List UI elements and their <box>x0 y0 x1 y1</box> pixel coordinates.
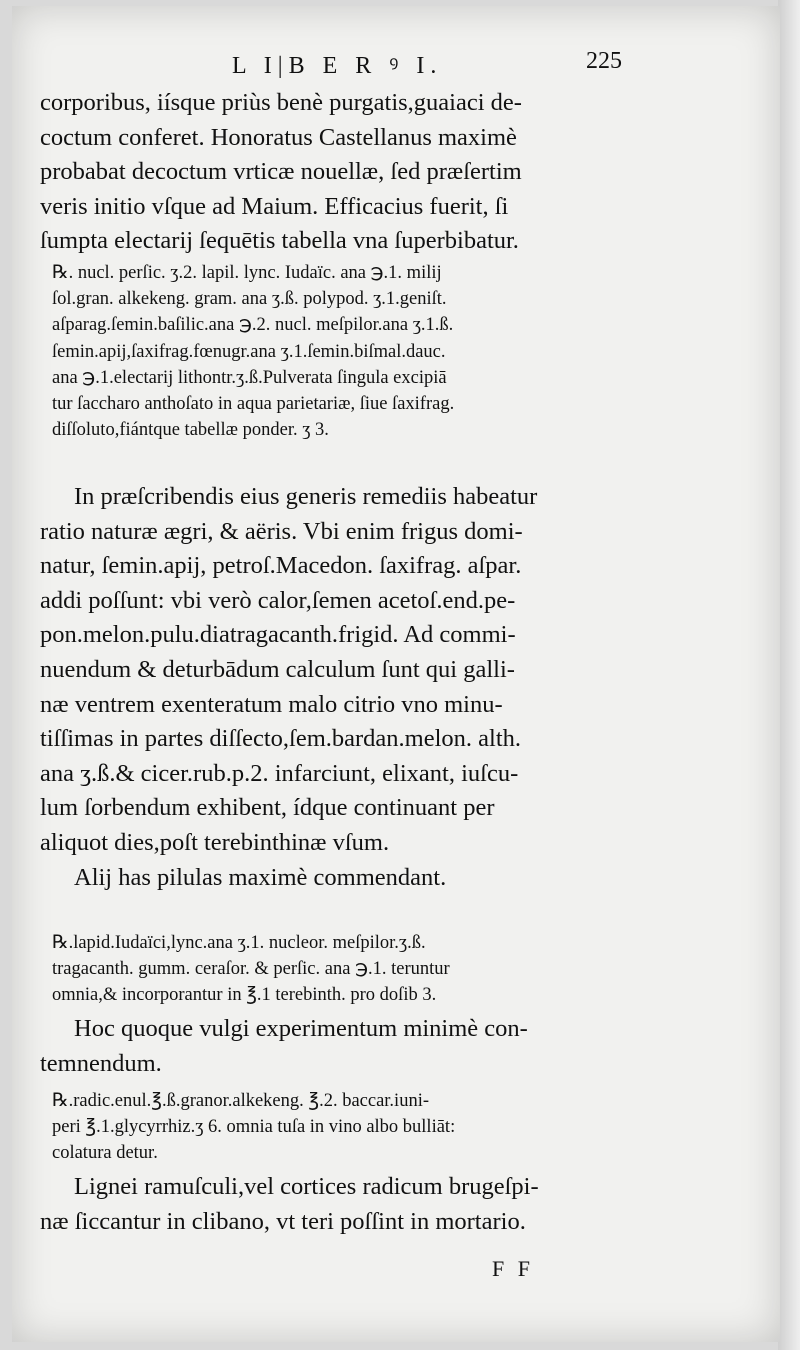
text-line: probabat decoctum vrticæ nouellæ, ſed præſertim <box>40 158 522 186</box>
recipe-line: ℞.lapid.Iudaïci,lync.ana ʒ.1. nucleor. meſpilor.ʒ.ß. <box>52 933 426 953</box>
page-edge <box>778 0 800 1350</box>
recipe-line: peri ℥.1.glycyrrhiz.ʒ 6. omnia tuſa in vino albo bulliāt: <box>52 1117 456 1138</box>
text-line: addi poſſunt: vbi verò calor,ſemen acetoſ.end.pe- <box>40 586 516 614</box>
recipe-line: ana ℈.1.electarij lithontr.ʒ.ß.Pulverata ſingula excipiā <box>52 367 447 388</box>
recipe-line: colatura detur. <box>52 1143 158 1164</box>
paragraph-1 <box>40 86 660 259</box>
book-page <box>12 6 780 1342</box>
recipe-line: diſſoluto,fiántque tabellæ ponder. ʒ 3. <box>52 420 329 441</box>
signature-mark: F F <box>492 1256 534 1281</box>
text-line: ratio naturæ ægri, & aëris. Vbi enim frigus domi- <box>40 517 523 545</box>
recipe-1 <box>52 260 672 443</box>
paragraph-4 <box>40 1170 660 1239</box>
text-line: tiſſimas in partes diſſecto,ſem.bardan.melon. alth. <box>40 725 522 753</box>
recipe-3 <box>52 1088 672 1167</box>
text-line: coctum conferet. Honoratus Castellanus maximè <box>40 123 517 151</box>
text-line: lum ſorbendum exhibent, ídque continuant per <box>40 794 495 822</box>
text-line: Alij has pilulas maximè commendant. <box>74 863 447 891</box>
recipe-line: aſparag.ſemin.baſilic.ana ℈.2. nucl. meſpilor.ana ʒ.1.ß. <box>52 315 454 336</box>
recipe-line: ℞. nucl. perſic. ʒ.2. lapil. lync. Iudaïc. ana ℈.1. milij <box>52 263 442 283</box>
recipe-line: ſemin.apij,ſaxifrag.fœnugr.ana ʒ.1.ſemin.biſmal.dauc. <box>52 341 446 362</box>
text-line: nuendum & deturbādum calculum ſunt qui galli- <box>40 655 515 683</box>
paragraph-3 <box>40 1012 660 1081</box>
text-line: natur, ſemin.apij, petroſ.Macedon. ſaxifrag. aſpar. <box>40 552 522 580</box>
recipe-line: tragacanth. gumm. ceraſor. & perſic. ana ℈.1. teruntur <box>52 959 450 980</box>
recipe-2 <box>52 930 672 1009</box>
text-line: In præſcribendis eius generis remediis habeatur <box>74 483 538 510</box>
text-line: temnendum. <box>40 1049 162 1077</box>
text-line: veris initio vſque ad Maium. Efficacius fuerit, ſi <box>40 192 509 220</box>
text-line: næ ventrem exenteratum malo citrio vno minu- <box>40 690 503 718</box>
paragraph-2 <box>40 480 660 895</box>
recipe-line: tur ſaccharo anthoſato in aqua parietariæ, ſiue ſaxifrag. <box>52 394 455 415</box>
text-line: aliquot dies,poſt terebinthinæ vſum. <box>40 828 390 856</box>
recipe-line: ℞.radic.enul.℥.ß.granor.alkekeng. ℥.2. baccar.iuni- <box>52 1091 429 1111</box>
text-line: ſumpta electarij ſequētis tabella vna ſuperbibatur. <box>40 227 519 255</box>
page-header <box>12 44 780 84</box>
text-line: næ ſiccantur in clibano, vt teri poſſint in mortario. <box>40 1207 526 1235</box>
recipe-line: ſol.gran. alkekeng. gram. ana ʒ.ß. polypod. ʒ.1.geniſt. <box>52 289 447 310</box>
text-line: pon.melon.pulu.diatragacanth.frigid. Ad commi- <box>40 621 516 649</box>
page-number: 225 <box>586 48 622 74</box>
text-line: ana ʒ.ß.& cicer.rub.p.2. infarciunt, elixant, iuſcu- <box>40 759 519 787</box>
text-line: corporibus, iísque priùs benè purgatis,guaiaci de- <box>40 89 522 116</box>
text-line: Hoc quoque vulgi experimentum minimè con- <box>74 1015 528 1042</box>
text-line: Lignei ramuſculi,vel cortices radicum brugeſpi- <box>74 1173 539 1200</box>
running-title: L I|B E R ꝰ I. <box>232 53 443 79</box>
recipe-line: omnia,& incorporantur in ℥.1 terebinth. pro doſib 3. <box>52 985 437 1006</box>
